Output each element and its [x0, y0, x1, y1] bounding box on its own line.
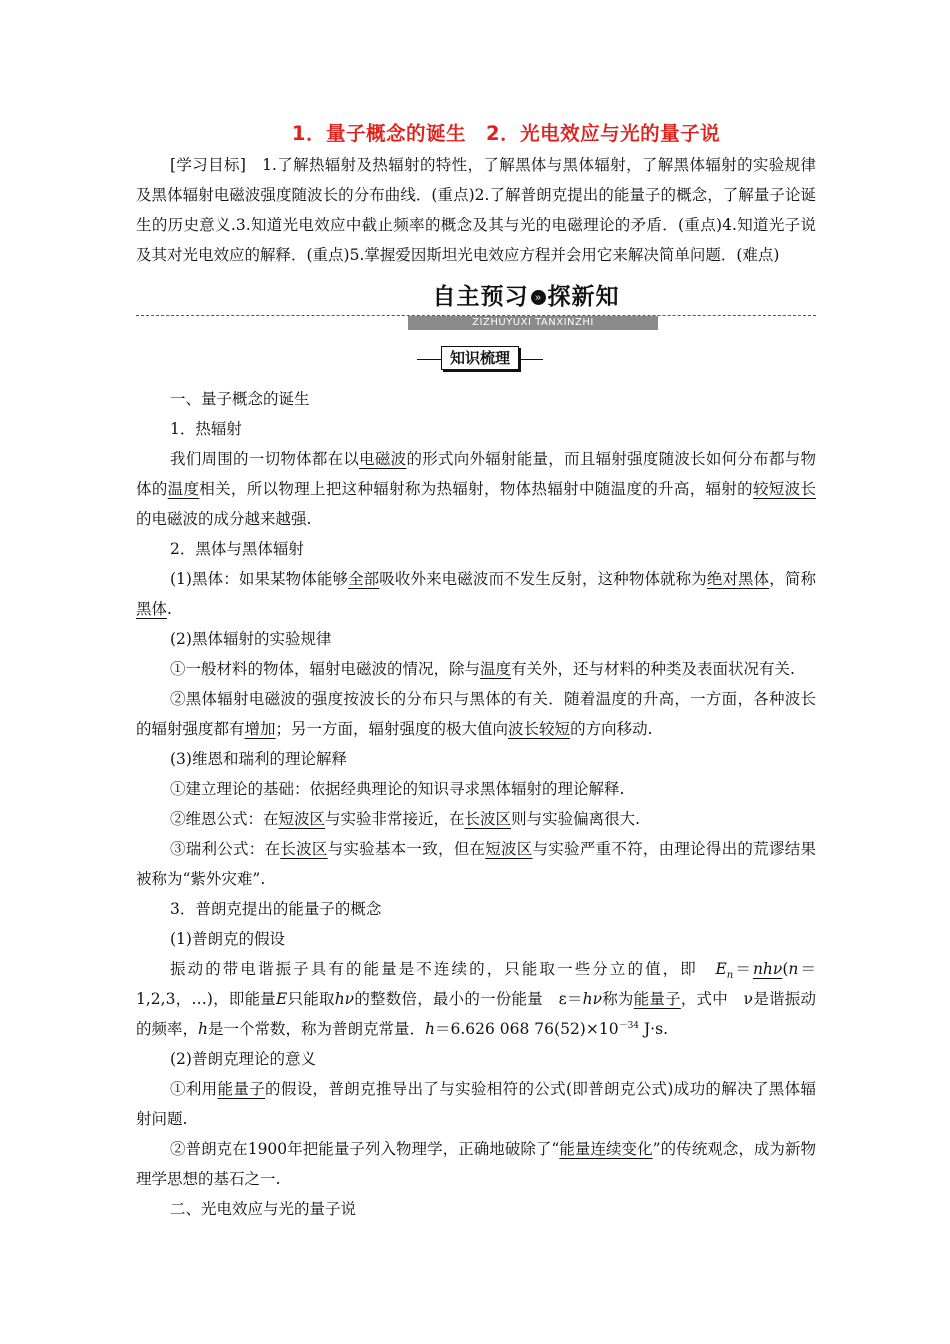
- paragraph-thermal: 我们周围的一切物体都在以电磁波的形式向外辐射能量，而且辐射强度随波长如何分布都与物体的温度相关，所以物理上把这种辐射称为热辐射，物体热辐射中随温度的升高，辐射的较短波长的电磁波的成分越来越强.: [136, 450, 816, 528]
- title-part-1: 1．量子概念的诞生: [291, 122, 466, 145]
- double-arrow-icon: »: [531, 290, 546, 305]
- paragraph-meaning-1: ①利用能量子的假设，普朗克推导出了与实验相符的公式(即普朗克公式)成功的解决了黑体辐射问题.: [136, 1080, 816, 1128]
- heading-planck-hypothesis: (1)普朗克的假设: [170, 930, 285, 948]
- paragraph-rayleigh: ③瑞利公式：在长波区与实验基本一致，但在短波区与实验严重不符，由理论得出的荒谬结果被称为“紫外灾难”.: [136, 840, 816, 888]
- paragraph-planck: 振动的带电谐振子具有的能量是不连续的，只能取一些分立的值，即 $E_n=nh\nu(n=1,2,3$，…)，即能量E只能取hν的整数倍，最小的一份能量 ε＝hν称为能量子，式中 ν是谐振动的频率，h是一个常数，称为普朗克常量．h＝6.626 068 $76(52)\times 10^{-34}$ J·s.: [136, 960, 816, 1038]
- banner-left: 自主预习: [432, 284, 529, 310]
- section-label-wrap: [136, 344, 816, 378]
- document-page: [136, 120, 816, 1224]
- paragraph-blackbody: (1)黑体：如果某物体能够全部吸收外来电磁波而不发生反射，这种物体就称为绝对黑体，简称黑体.: [136, 570, 816, 618]
- paragraph-wien: ②维恩公式：在短波区与实验非常接近，在长波区则与实验偏离很大.: [170, 810, 640, 828]
- page-title: [196, 120, 816, 148]
- heading-2: 二、光电效应与光的量子说: [170, 1200, 357, 1218]
- section-banner: [136, 282, 816, 344]
- heading-theory: (3)维恩和瑞利的理论解释: [170, 750, 347, 768]
- paragraph-rule-1: ①一般材料的物体，辐射电磁波的情况，除与温度有关外，还与材料的种类及表面状况有关.: [170, 660, 795, 678]
- banner-subtitle: ZIZHUYUXI TANXINZHI: [408, 316, 658, 330]
- heading-1-1: 1．热辐射: [170, 420, 242, 438]
- heading-1: 一、量子概念的诞生: [170, 390, 310, 408]
- section-label: 知识梳理: [441, 346, 519, 370]
- paragraph-rule-2: ②黑体辐射电磁波的强度按波长的分布只与黑体的有关．随着温度的升高，一方面，各种波长的辐射强度都有增加；另一方面，辐射强度的极大值向波长较短的方向移动.: [136, 690, 816, 738]
- heading-planck-meaning: (2)普朗克理论的意义: [170, 1050, 316, 1068]
- banner-right: 探新知: [547, 284, 620, 310]
- learning-goals: [学习目标] 1.了解热辐射及热辐射的特性，了解黑体与黑体辐射，了解黑体辐射的实验规律及黑体辐射电磁波强度随波长的分布曲线．(重点)2.了解普朗克提出的能量子的概念，了解量子论诞生的历史意义.3.知道光电效应中截止频率的概念及其与光的电磁理论的矛盾．(重点)4.知道光子说及其对光电效应的解释．(重点)5.掌握爱因斯坦光电效应方程并会用它来解决简单问题．(难点): [136, 156, 816, 264]
- heading-rules: (2)黑体辐射的实验规律: [170, 630, 332, 648]
- title-part-2: 2．光电效应与光的量子说: [486, 122, 721, 145]
- heading-1-3: 3．普朗克提出的能量子的概念: [170, 900, 382, 918]
- heading-1-2: 2．黑体与黑体辐射: [170, 540, 304, 558]
- paragraph-meaning-2: ②普朗克在1900年把能量子列入物理学，正确地破除了“能量连续变化”的传统观念，成为新物理学思想的基石之一.: [136, 1140, 816, 1188]
- paragraph-theory-1: ①建立理论的基础：依据经典理论的知识寻求黑体辐射的理论解释.: [170, 780, 625, 798]
